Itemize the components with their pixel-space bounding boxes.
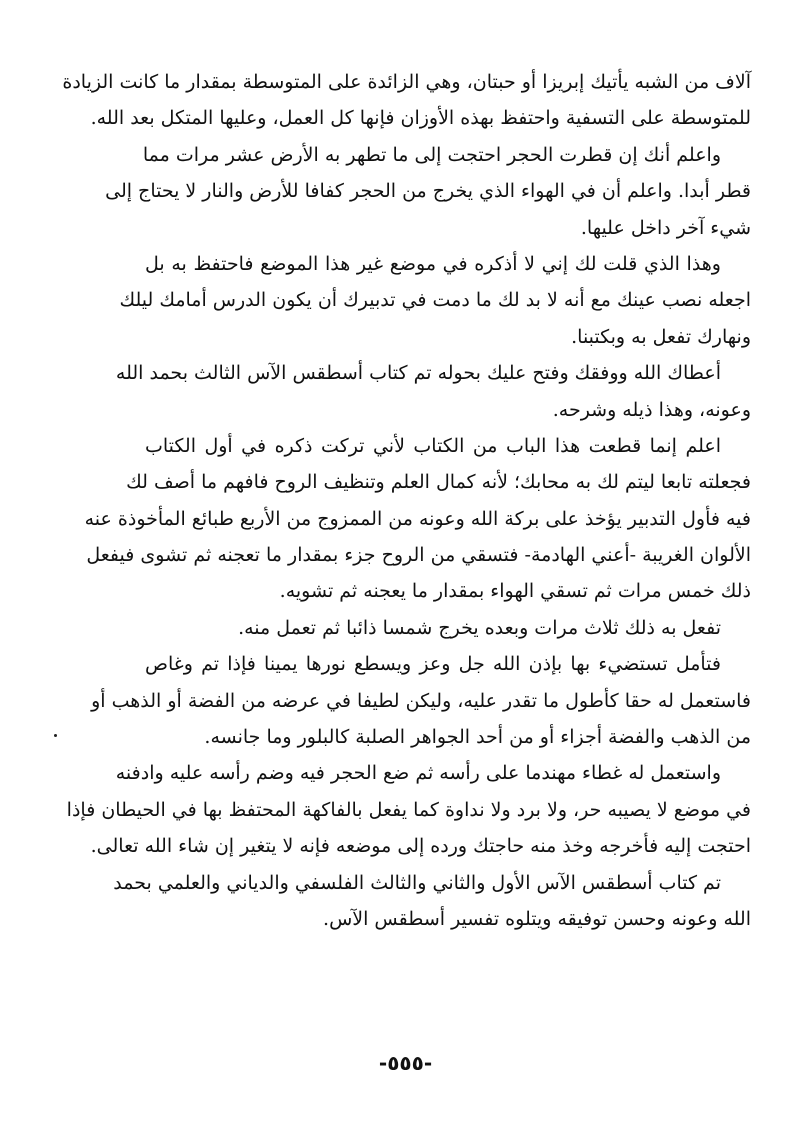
body-text bbox=[62, 64, 751, 937]
text-line: من الذهب والفضة أجزاء أو من أحد الجواهر الصلبة كالبلور وما جانسه. bbox=[204, 726, 751, 749]
text-line: فاستعمل له حقا كأطول ما تقدر عليه، وليكن لطيفا في عرضه من الفضة أو الذهب أو bbox=[91, 689, 751, 712]
text-line: ونهارك تفعل به وبكتبنا. bbox=[571, 325, 751, 348]
text-line: آلاف من الشبه يأتيك إبريزا أو حبتان، وهي الزائدة على المتوسطة بمقدار ما كانت الزيادة bbox=[62, 71, 751, 93]
text-line: واعلم أنك إن قطرت الحجر احتجت إلى ما تطهر به الأرض عشر مرات مما bbox=[142, 143, 721, 166]
text-line: تفعل به ذلك ثلاث مرات وبعده يخرج شمسا ذائبا ثم تعمل منه. bbox=[238, 616, 721, 639]
text-line: ذلك خمس مرات ثم تسقي الهواء بمقدار ما يعجنه ثم تشويه. bbox=[279, 580, 751, 603]
text-line: احتجت إليه فأخرجه وخذ منه حاجتك ورده إلى موضعه فإنه لا يتغير إن شاء الله تعالى. bbox=[90, 835, 751, 858]
text-line: تم كتاب أسطقس الآس الأول والثاني والثالث الفلسفي والدياني والعلمي بحمد bbox=[113, 871, 721, 894]
text-line: اجعله نصب عينك مع أنه لا بد لك ما دمت في تدبيرك أن يكون الدرس أمامك ليلك bbox=[119, 289, 751, 312]
text-line: في موضع لا يصيبه حر، ولا برد ولا نداوة كما يفعل بالفاكهة المحتفظ بها في الحيطان فإذا bbox=[66, 798, 751, 821]
text-line: فجعلته تابعا ليتم لك به محابك؛ لأنه كمال العلم وتنظيف الروح فافهم ما أصف لك bbox=[126, 471, 751, 494]
text-line: أعطاك الله ووفقك وفتح عليك بحوله تم كتاب أسطقس الآس الثالث بحمد الله bbox=[115, 362, 721, 385]
text-line: وعونه، وهذا ذيله وشرحه. bbox=[552, 398, 751, 421]
text-line: شيء آخر داخل عليها. bbox=[580, 216, 751, 239]
text-line: الألوان الغريبة -أعني الهادمة- فتسقي من الروح جزء بمقدار ما تعجنه ثم تشوى فيفعل bbox=[86, 544, 751, 567]
text-line: قطر أبدا. واعلم أن في الهواء الذي يخرج من الحجر كفافا للأرض والنار لا يحتاج إلى bbox=[105, 180, 751, 203]
text-line: اعلم إنما قطعت هذا الباب من الكتاب لأني تركت ذكره في أول الكتاب bbox=[145, 434, 721, 457]
text-line: واستعمل له غطاء مهندما على رأسه ثم ضع الحجر فيه وضم رأسه عليه وادفنه bbox=[115, 762, 721, 785]
text-line: وهذا الذي قلت لك إني لا أذكره في موضع غير هذا الموضع فاحتفظ به بل bbox=[145, 252, 721, 275]
text-line: فتأمل تستضيء بها بإذن الله جل وعز ويسطع نورها يمينا فإذا تم وغاص bbox=[145, 653, 721, 676]
text-line: فيه فأول التدبير يؤخذ على بركة الله وعونه من الممزوج من الأربع طبائع المأخوذة عنه bbox=[84, 507, 751, 530]
text-line: الله وعونه وحسن توفيقه ويتلوه تفسير أسطقس الآس. bbox=[323, 907, 751, 930]
text-line: للمتوسطة على التسفية واحتفظ بهذه الأوزان فإنها كل العمل، وعليها المتكل بعد الله. bbox=[90, 107, 751, 130]
page-number: -٥٥٥- bbox=[378, 1051, 433, 1075]
margin-dot bbox=[54, 734, 57, 737]
